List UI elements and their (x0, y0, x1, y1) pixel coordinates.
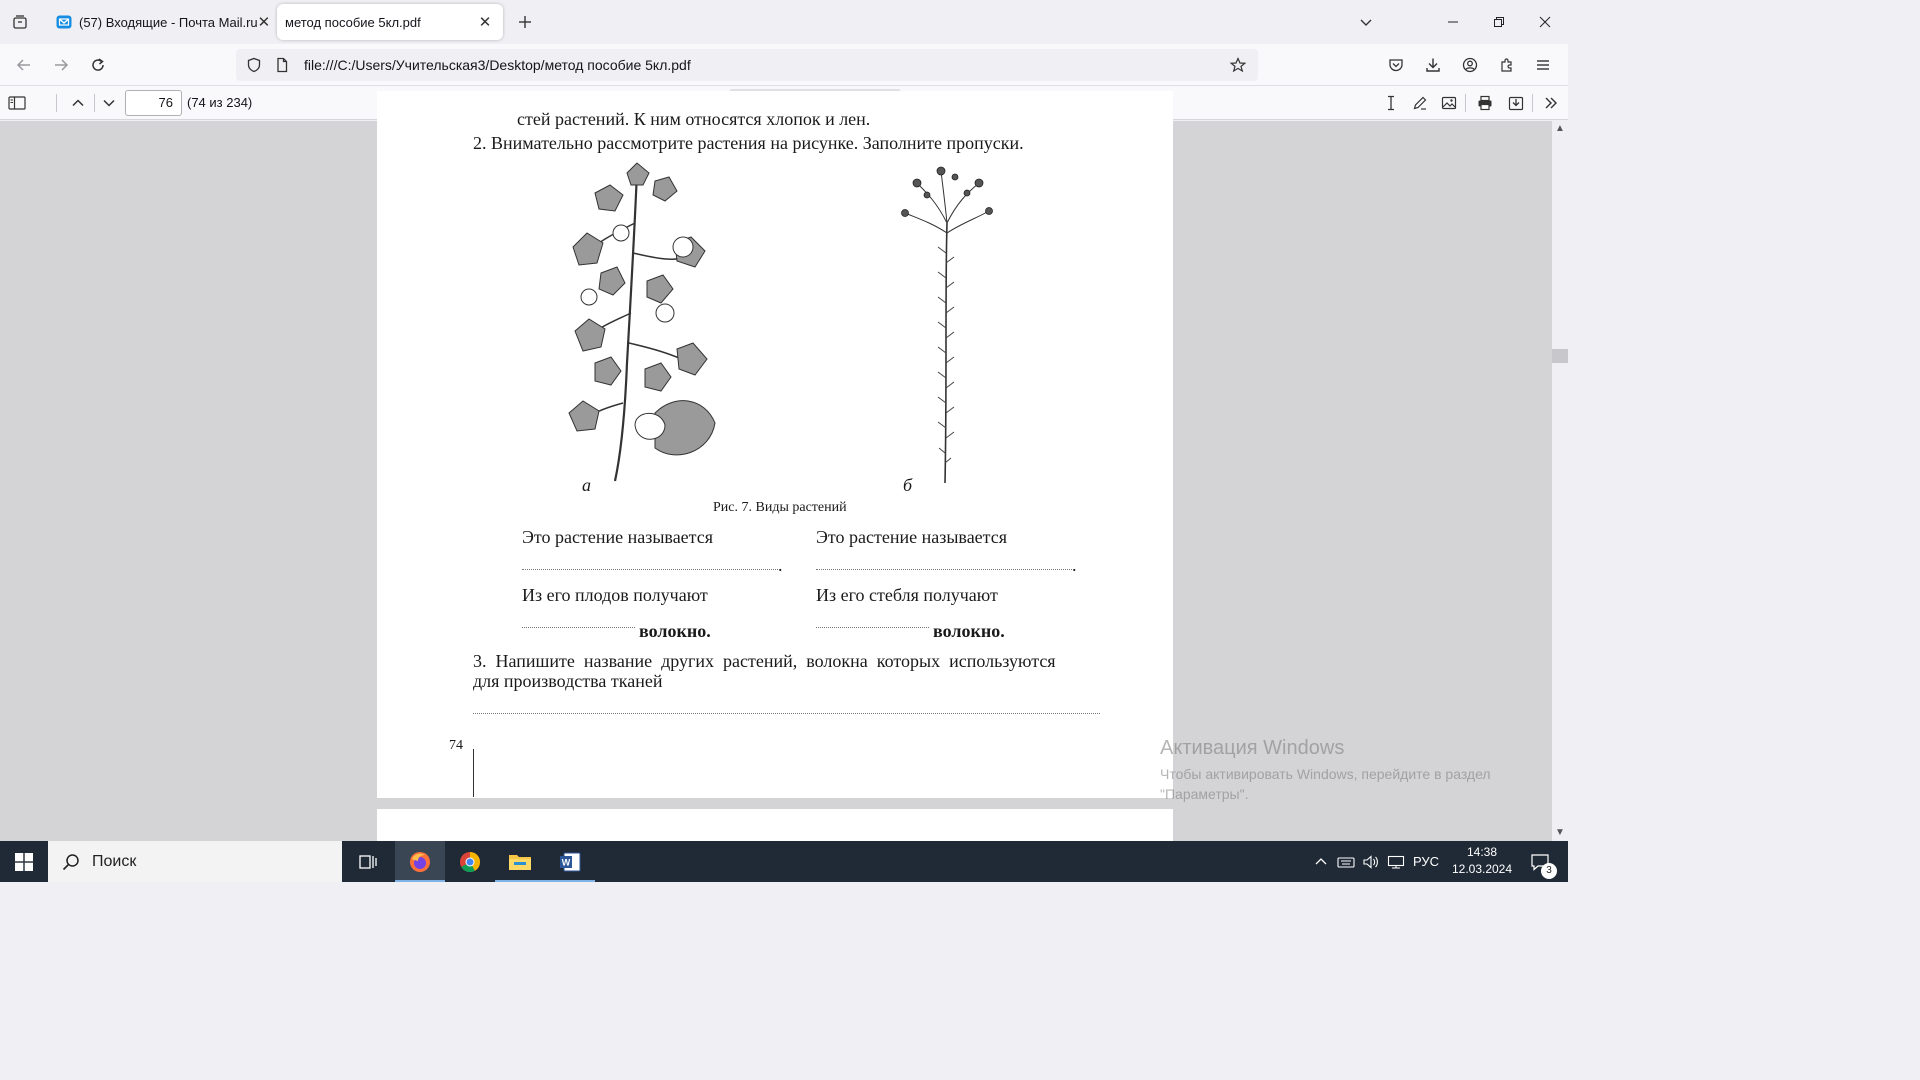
taskbar-clock[interactable] (1446, 844, 1518, 878)
shield-icon[interactable] (240, 51, 268, 79)
taskbar-file-explorer[interactable] (495, 841, 545, 882)
forward-button[interactable] (47, 51, 75, 79)
clock-date: 12.03.2024 (1451, 862, 1513, 876)
puzzle-icon (1499, 57, 1515, 73)
navigation-bar (0, 44, 1568, 86)
chevron-up-icon (1315, 856, 1327, 868)
arrow-left-icon (16, 57, 32, 73)
tools-menu-button[interactable] (1538, 90, 1564, 116)
right-fiber-word: волокно. (933, 621, 1005, 641)
right-fiber-blank[interactable] (816, 627, 929, 628)
tab-strip (0, 0, 1568, 44)
previous-page-button[interactable] (65, 90, 91, 116)
tab-pdf[interactable] (277, 4, 503, 40)
account-button[interactable] (1456, 51, 1484, 79)
toggle-sidebar-button[interactable] (4, 90, 30, 116)
separator (56, 94, 57, 112)
close-icon[interactable]: ✕ (478, 14, 492, 31)
firefox-icon (408, 850, 432, 874)
left-fiber-blank[interactable] (522, 627, 635, 628)
separator (1465, 94, 1466, 112)
extensions-button[interactable] (1493, 51, 1521, 79)
tab-title: (57) Входящие - Почта Mail.ru (79, 14, 258, 30)
chrome-icon (458, 850, 482, 874)
pdf-page (377, 91, 1173, 798)
pocket-icon (1388, 57, 1404, 73)
url-text[interactable]: file:///C:/Users/Учительская3/Desktop/метод пособие 5кл.pdf (304, 57, 691, 73)
separator (1532, 94, 1533, 112)
url-bar[interactable] (236, 49, 1258, 81)
page-count-label: (74 из 234) (187, 95, 253, 110)
next-page-button[interactable] (96, 90, 122, 116)
tab-list-button[interactable] (6, 8, 34, 36)
tab-list-icon (12, 14, 28, 30)
page-text-cut-line: стей растений. К ним относятся хлопок и лен. (517, 109, 871, 129)
pocket-button[interactable] (1382, 51, 1410, 79)
keyboard-icon (1337, 855, 1355, 869)
window-controls (1430, 0, 1568, 44)
clock-time: 14:38 (1466, 845, 1498, 859)
network-monitor-icon (1387, 854, 1405, 870)
save-button[interactable] (1503, 90, 1529, 116)
page-footer-number: 74 (449, 738, 463, 753)
folder-icon (508, 852, 532, 872)
scroll-down-arrow-icon[interactable]: ▼ (1555, 826, 1565, 838)
flax-plant-illustration (897, 163, 997, 485)
open-indicator (495, 880, 545, 882)
show-hidden-icons-button[interactable] (1310, 841, 1332, 882)
right-plant-name-blank[interactable] (816, 569, 1072, 570)
double-chevron-right-icon (1543, 95, 1559, 111)
text-select-tool-button[interactable] (1378, 90, 1404, 116)
figure-caption: Рис. 7. Виды растений (713, 500, 847, 515)
notification-center-button[interactable] (1522, 841, 1558, 882)
minimize-button[interactable] (1430, 0, 1476, 44)
star-icon (1230, 57, 1246, 73)
cotton-plant-illustration (565, 163, 720, 485)
question-3-line-2: для производства тканей (473, 671, 663, 691)
reload-button[interactable] (84, 51, 112, 79)
volume-button[interactable] (1359, 841, 1383, 882)
taskbar-search-box[interactable] (48, 841, 342, 882)
close-window-button[interactable] (1522, 0, 1568, 44)
speaker-icon (1362, 854, 1380, 870)
add-image-button[interactable] (1436, 90, 1462, 116)
taskbar-chrome[interactable] (445, 841, 495, 882)
search-icon (62, 853, 80, 871)
question-3-line-1: 3. Напишите название других растений, волокна которых используются (473, 651, 1056, 671)
new-tab-button[interactable] (512, 9, 538, 35)
mail-icon (56, 14, 72, 30)
input-language-button[interactable]: РУС (1412, 854, 1440, 869)
open-indicator (545, 880, 595, 882)
start-button[interactable] (0, 841, 48, 882)
minimize-icon (1447, 16, 1459, 28)
back-button[interactable] (10, 51, 38, 79)
activation-watermark-title: Активация Windows (1160, 737, 1345, 759)
right-plant-name-label: Это растение называется (816, 527, 1008, 547)
left-plant-name-period: . (778, 555, 783, 575)
pdf-viewer[interactable] (0, 109, 1552, 841)
draw-button[interactable] (1407, 90, 1433, 116)
chevron-down-icon (102, 96, 116, 110)
activation-watermark-subtitle: Чтобы активировать Windows, перейдите в раздел "Параметры". (1160, 766, 1491, 802)
search-placeholder: Поиск (92, 852, 137, 870)
save-download-icon (1508, 95, 1524, 111)
page-number-input[interactable]: 76 (125, 90, 182, 116)
restore-icon (1493, 16, 1505, 28)
account-icon (1462, 57, 1478, 73)
chevron-up-icon (71, 96, 85, 110)
question-3-answer-blank[interactable] (473, 713, 1100, 714)
pencil-icon (1412, 95, 1428, 111)
hamburger-menu-icon (1535, 57, 1551, 73)
close-icon (1539, 16, 1551, 28)
reload-icon (90, 57, 106, 73)
keyboard-tray-button[interactable] (1334, 841, 1358, 882)
printer-icon (1477, 95, 1493, 111)
figure-b-label: б (903, 475, 913, 495)
left-plant-name-blank[interactable] (522, 569, 778, 570)
image-icon (1441, 95, 1457, 111)
plus-icon (518, 15, 532, 29)
tab-mail[interactable] (48, 4, 272, 40)
list-all-tabs-button[interactable] (1352, 9, 1380, 35)
word-icon (559, 851, 581, 873)
scroll-up-arrow-icon[interactable]: ▲ (1555, 122, 1565, 134)
taskbar-word[interactable] (545, 841, 595, 882)
active-indicator (395, 880, 445, 882)
svg-text:W: W (561, 857, 571, 867)
left-fiber-word: волокно. (639, 621, 711, 641)
arrow-right-icon (53, 57, 69, 73)
menu-button[interactable] (1529, 51, 1557, 79)
task-view-icon (358, 853, 378, 871)
figure-a-label: а (582, 475, 591, 495)
network-button[interactable] (1384, 841, 1408, 882)
left-plant-name-label: Это растение называется (522, 527, 714, 547)
viewer-scrollbar[interactable] (1552, 121, 1568, 841)
taskbar (0, 841, 1568, 882)
downloads-button[interactable] (1419, 51, 1447, 79)
left-plant-fruit-label: Из его плодов получают (522, 585, 708, 605)
print-button[interactable] (1472, 90, 1498, 116)
scrollbar-thumb[interactable] (1552, 349, 1568, 363)
windows-logo-icon (15, 853, 33, 871)
chevron-down-icon (1359, 15, 1373, 29)
text-cursor-icon (1384, 95, 1398, 111)
right-plant-name-period: . (1072, 555, 1077, 575)
right-plant-stem-label: Из его стебля получают (816, 585, 998, 605)
tab-title: метод пособие 5кл.pdf (285, 14, 421, 30)
notification-count-badge: 3 (1541, 863, 1557, 879)
bookmark-star-button[interactable] (1224, 51, 1252, 79)
download-icon (1425, 57, 1441, 73)
close-icon[interactable]: ✕ (257, 14, 271, 31)
separator (94, 94, 95, 112)
taskbar-firefox[interactable] (395, 841, 445, 882)
task-view-button[interactable] (343, 841, 393, 882)
question-2-text: 2. Внимательно рассмотрите растения на рисунке. Заполните пропуски. (473, 133, 1024, 153)
restore-button[interactable] (1476, 0, 1522, 44)
file-icon (268, 51, 296, 79)
sidebar-icon (8, 95, 26, 111)
page-footer-rule (473, 749, 474, 797)
